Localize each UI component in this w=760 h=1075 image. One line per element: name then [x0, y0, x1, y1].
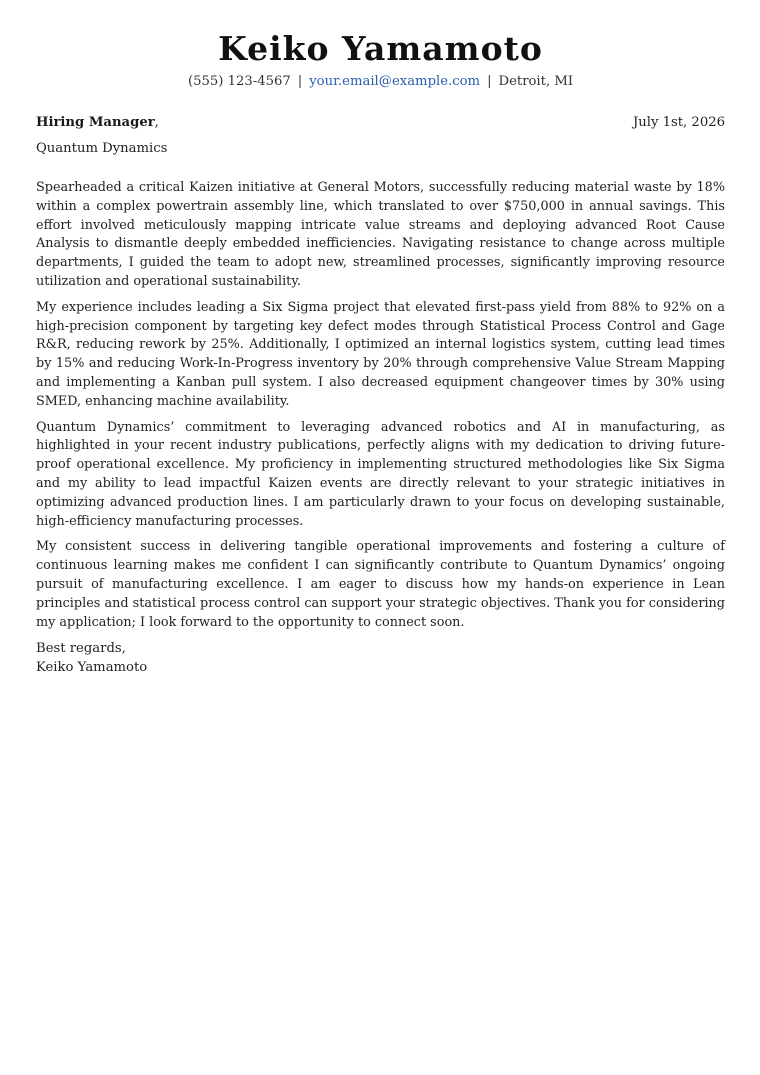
closing-block: [36, 639, 725, 677]
letter-body: [36, 179, 725, 632]
signature-name: Keiko Yamamoto: [36, 660, 148, 676]
body-paragraph: My consistent success in delivering tangible operational improvements and fostering a culture of continuous learning makes me confident I can significantly contribute to Quantum Dynamics’ ongoing pursuit of manufacturing excellence. I am eager to discuss how my hands-on experience in Lean principles and statistical process control can support your strategic objectives. Thank you for considering my application; I look forward to the opportunity to connect soon.: [36, 539, 725, 630]
body-paragraph: My experience includes leading a Six Sigma project that elevated first-pass yield from 88% to 92% on a high-precision component by targeting key defect modes through Statistical Process Control and Gage R&R, reducing rework by 25%. Additionally, I optimized an internal logistics system, cutting lead times by 15% and reducing Work-In-Progress inventory by 20% through comprehensive Value Stream Mapping and implementing a Kanban pull system. I also decreased equipment changeover times by 30% using SMED, enhancing machine availability.: [36, 299, 725, 409]
company-name: Quantum Dynamics: [36, 141, 168, 156]
contact-separator: |: [487, 74, 492, 89]
email-link[interactable]: your.email@example.com: [309, 74, 481, 89]
cover-letter-page: [36, 0, 725, 677]
contact-line: [36, 73, 725, 91]
closing-salutation: Best regards,: [36, 641, 126, 657]
body-paragraph: Quantum Dynamics’ commitment to leveraging advanced robotics and AI in manufacturing, as highlighted in your recent industry publications, perfectly aligns with my dedication to driving future-proof operational excellence. My proficiency in implementing structured methodologies like Six Sigma and my ability to lead impactful Kaizen events are directly relevant to your strategic initiatives in optimizing advanced production lines. I am particularly drawn to your focus on developing sustainable, high-efficiency manufacturing processes.: [36, 419, 725, 529]
location: Detroit, MI: [498, 74, 574, 89]
recipient-comma: ,: [154, 115, 159, 130]
letter-date: July 1st, 2026: [632, 115, 725, 130]
applicant-name: Keiko Yamamoto: [218, 29, 543, 68]
phone-number: (555) 123-4567: [187, 74, 291, 89]
recipient-date-row: [36, 114, 725, 132]
contact-separator: |: [297, 74, 303, 89]
body-paragraph: Spearheaded a critical Kaizen initiative at General Motors, successfully reducing material waste by 18% within a complex powertrain assembly line, which translated to over $750,000 in annual savings. This effort involved meticulously mapping intricate value streams and deploying advanced Root Cause Analysis to dismantle deeply embedded inefficiencies. Navigating resistance to change across multiple departments, I guided the team to adopt new, streamlined processes, significantly improving resource utilization and operational sustainability.: [36, 180, 725, 289]
recipient-line: [36, 114, 159, 132]
recipient-name: Hiring Manager: [36, 115, 155, 130]
